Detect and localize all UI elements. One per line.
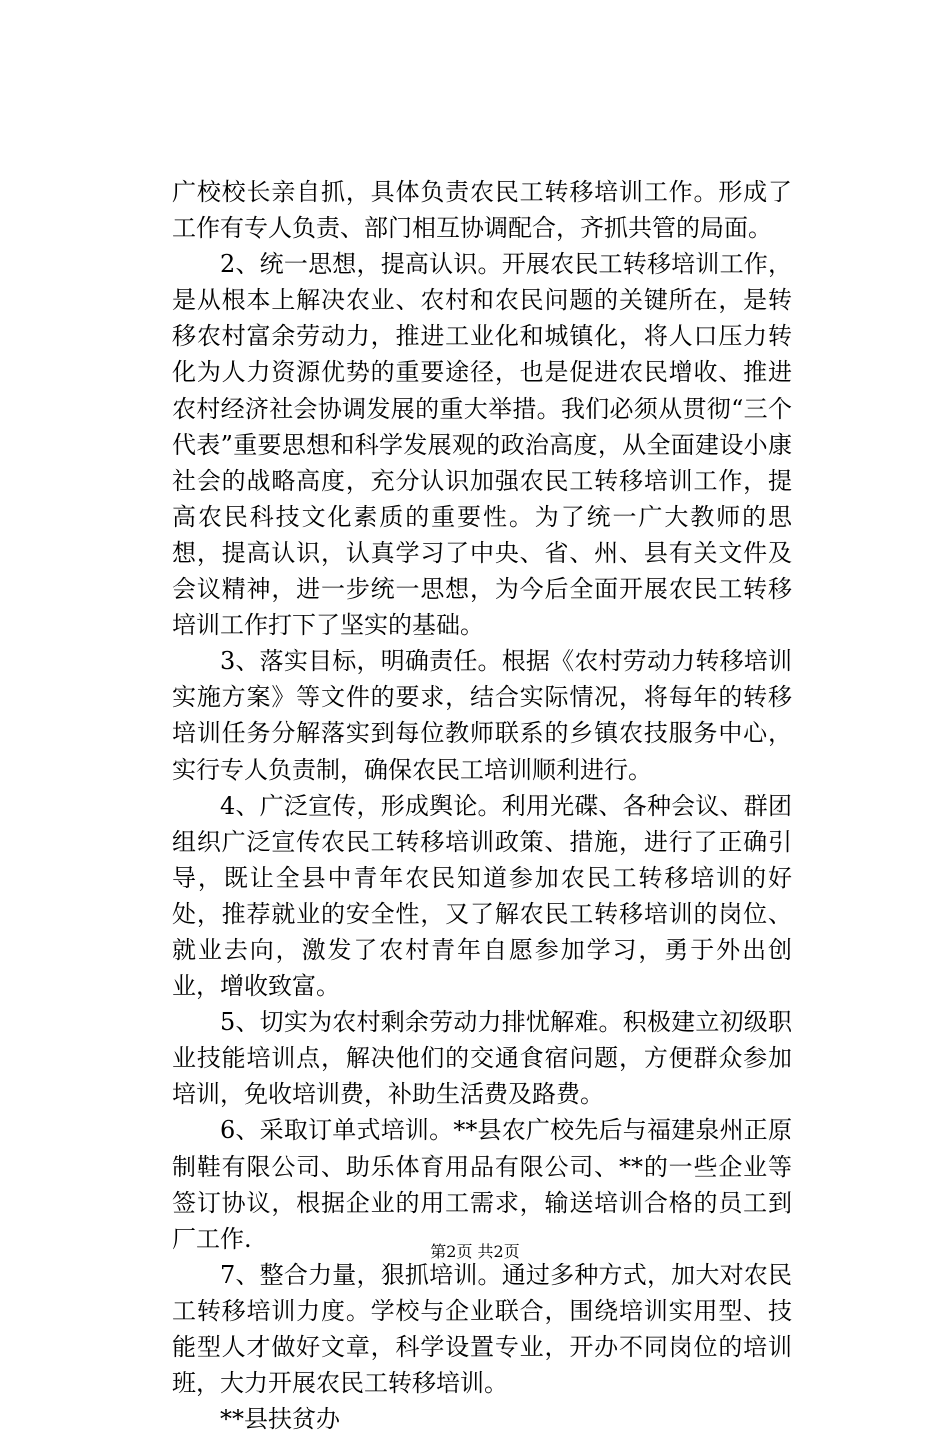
paragraph-continuation: 广校校长亲自抓，具体负责农民工转移培训工作。形成了工作有专人负责、部门相互协调配合，齐抓共管的局面。 <box>172 178 792 243</box>
signature: **县扶贫办 <box>220 1405 340 1434</box>
page-number: 第2页 共2页 <box>430 1242 520 1261</box>
paragraph-solve-difficulties: 5、切实为农村剩余劳动力排忧解难。积极建立初级职业技能培训点，解决他们的交通食宿问题，方便群众参加培训，免收培训费，补助生活费及路费。 <box>172 1008 792 1109</box>
page-footer <box>0 1241 950 1263</box>
paragraph-publicity: 4、广泛宣传，形成舆论。利用光碟、各种会议、群团组织广泛宣传农民工转移培训政策、措施，进行了正确引导，既让全县中青年农民知道参加农民工转移培训的好处，推荐就业的安全性，又了解农民工转移培训的岗位、就业去向，激发了农村青年自愿参加学习，勇于外出创业，增收致富。 <box>172 791 792 1001</box>
paragraph-order-training: 6、采取订单式培训。**县农广校先后与福建泉州正原制鞋有限公司、助乐体育用品有限公司、**的一些企业等签订协议，根据企业的用工需求，输送培训合格的员工到厂工作. <box>172 1116 792 1253</box>
paragraph-implement-goals: 3、落实目标，明确责任。根据《农村劳动力转移培训实施方案》等文件的要求，结合实际情况，将每年的转移培训任务分解落实到每位教师联系的乡镇农技服务中心，实行专人负责制，确保农民工培训顺利进行。 <box>172 647 792 784</box>
paragraph-unify-thinking: 2、统一思想，提高认识。开展农民工转移培训工作，是从根本上解决农业、农村和农民问题的关键所在，是转移农村富余劳动力，推进工业化和城镇化，将人口压力转化为人力资源优势的重要途径，也是促进农民增收、推进农村经济社会协调发展的重大举措。我们必须从贯彻“三个代表”重要思想和科学发展观的政治高度，从全面建设小康社会的战略高度，充分认识加强农民工转移培训工作，提高农民科技文化素质的重要性。为了统一广大教师的思想，提高认识，认真学习了中央、省、州、县有关文件及会议精神，进一步统一思想，为今后全面开展农民工转移培训工作打下了坚实的基础。 <box>172 250 792 640</box>
paragraph-integrate-forces: 7、整合力量，狠抓培训。通过多种方式，加大对农民工转移培训力度。学校与企业联合，围绕培训实用型、技能型人才做好文章，科学设置专业，开办不同岗位的培训班，大力开展农民工转移培训。 <box>172 1260 792 1398</box>
